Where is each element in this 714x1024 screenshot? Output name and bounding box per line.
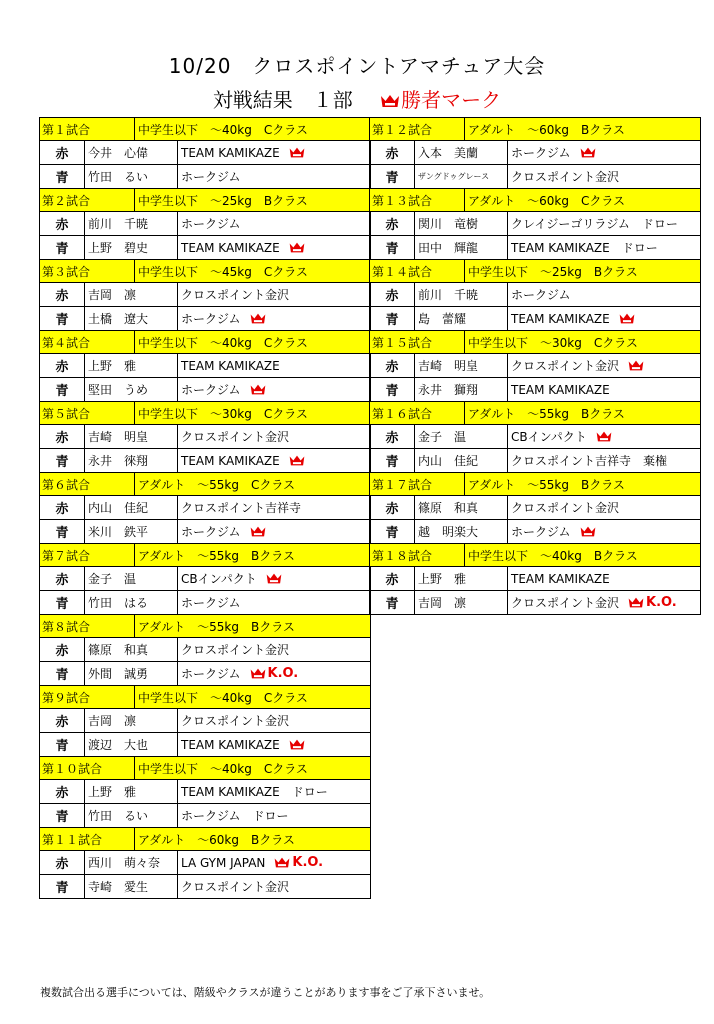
match-block: [40, 330, 370, 401]
corner-label: 青: [55, 881, 69, 896]
fighter-name: 内山 佳紀: [414, 449, 508, 472]
match-class: 中学生以下 ～40kg Cクラス: [138, 761, 308, 776]
winner-crown-icon: [288, 454, 306, 467]
match-block: [370, 188, 700, 259]
corner-label: 青: [55, 810, 69, 825]
team-name: クロスポイント金沢: [181, 880, 290, 894]
match-header: [40, 189, 370, 212]
team-name: CBインパクト: [181, 572, 257, 586]
ko-label: K.O.: [267, 666, 299, 681]
fighter-row-blue: [40, 164, 370, 188]
corner-label: 赤: [385, 502, 399, 517]
team-name: ホークジム: [511, 146, 571, 160]
fighter-name: 永井 獅翔: [414, 378, 508, 401]
team-name: クロスポイント吉祥寺: [181, 501, 302, 515]
fighter-row-blue: [370, 448, 700, 472]
team-cell: [508, 383, 610, 397]
fighter-name: 土橋 遼大: [84, 307, 178, 330]
team-name: ホークジム: [181, 170, 241, 184]
team-name: ホークジム: [511, 288, 571, 302]
winner-crown-icon: [579, 525, 597, 538]
fighter-name: 上野 雅: [414, 567, 508, 590]
corner-label: 赤: [55, 573, 69, 588]
match-number: 第１４試合: [370, 260, 465, 282]
fighter-row-red: [40, 141, 370, 164]
match-column-left: [39, 117, 371, 899]
match-number: 第１０試合: [40, 757, 135, 779]
match-class: アダルト ～60kg Cクラス: [468, 193, 626, 208]
match-number: 第１８試合: [370, 544, 465, 566]
corner-label: 青: [385, 242, 399, 257]
corner-label: 赤: [385, 431, 399, 446]
team-cell: [178, 310, 267, 327]
match-block: [40, 472, 370, 543]
fighter-name: 越 明楽大: [414, 520, 508, 543]
winner-crown-icon: [249, 383, 267, 396]
fighter-name: 内山 佳紀: [84, 496, 178, 519]
team-name: クロスポイント金沢: [511, 501, 620, 515]
fighter-row-blue: [40, 519, 370, 543]
team-name: ホークジム: [181, 217, 241, 231]
team-name: TEAM KAMIKAZE: [181, 145, 280, 160]
winner-crown-icon: [627, 359, 645, 372]
fighter-row-blue: [370, 519, 700, 543]
corner-label: 青: [385, 597, 399, 612]
match-block: [370, 543, 700, 614]
crown-icon: [379, 90, 401, 114]
team-cell: [178, 381, 267, 398]
match-block: [40, 117, 370, 188]
subtitle-text: 対戦結果 １部: [212, 88, 353, 112]
corner-label: 赤: [55, 360, 69, 375]
match-number: 第８試合: [40, 615, 135, 637]
winner-crown-icon: [249, 667, 267, 680]
winner-crown-icon: [618, 312, 636, 325]
winner-crown-icon: [273, 856, 291, 869]
team-name: クロスポイント金沢: [511, 170, 620, 184]
winner-crown-icon: [579, 146, 597, 159]
fighter-name: 篠原 和真: [414, 496, 508, 519]
fighter-name: 吉崎 明皇: [414, 354, 508, 377]
fighter-name: 今井 心偉: [84, 141, 178, 164]
team-name: CBインパクト: [511, 430, 587, 444]
fighter-name: 田中 輝龍: [414, 236, 508, 259]
team-name: TEAM KAMIKAZE ドロー: [511, 241, 658, 255]
fighter-name: 竹田 はる: [84, 591, 178, 614]
fighter-name: 吉岡 凛: [84, 283, 178, 306]
match-header: [40, 544, 370, 567]
team-name: ホークジム: [181, 667, 241, 681]
match-block: [40, 614, 370, 685]
corner-label: 赤: [385, 218, 399, 233]
team-cell: [508, 594, 677, 611]
match-header: [370, 260, 700, 283]
team-cell: [178, 594, 241, 611]
fighter-name: 竹田 るい: [84, 804, 178, 827]
corner-label: 赤: [385, 147, 399, 162]
fighter-name: 吉岡 凛: [84, 709, 178, 732]
match-block: [370, 259, 700, 330]
team-cell: [178, 641, 289, 658]
corner-label: 青: [385, 384, 399, 399]
match-class: アダルト ～55kg Bクラス: [138, 548, 295, 563]
team-cell: [508, 312, 636, 326]
match-number: 第１２試合: [370, 118, 465, 140]
fighter-name: 上野 雅: [84, 780, 178, 803]
winner-crown-icon: [288, 738, 306, 751]
corner-label: 青: [385, 171, 399, 186]
team-cell: [508, 144, 597, 161]
fighter-row-red: [40, 425, 370, 448]
team-cell: [178, 523, 267, 540]
team-name: TEAM KAMIKAZE: [511, 311, 610, 326]
team-name: ホークジム: [181, 312, 241, 326]
ko-label: K.O.: [646, 595, 677, 610]
team-cell: [178, 665, 298, 682]
fighter-row-red: [370, 354, 700, 377]
fighter-row-blue: [40, 803, 370, 827]
winner-crown-icon: [249, 525, 267, 538]
match-class: 中学生以下 ～25kg Bクラス: [468, 264, 638, 279]
team-cell: [178, 146, 306, 160]
team-name: クロスポイント金沢: [511, 596, 620, 610]
winner-crown-icon: [265, 572, 283, 585]
match-block: [40, 543, 370, 614]
match-header: [370, 473, 700, 496]
corner-label: 赤: [55, 715, 69, 730]
fighter-name: 金子 温: [84, 567, 178, 590]
team-cell: [178, 168, 241, 185]
team-cell: [178, 241, 306, 255]
team-name: ホークジム ドロー: [181, 809, 289, 823]
fighter-name: 篠原 和真: [84, 638, 178, 661]
match-header: [40, 473, 370, 496]
corner-label: 青: [385, 313, 399, 328]
fighter-name: 上野 雅: [84, 354, 178, 377]
fighter-row-red: [40, 780, 370, 803]
fighter-row-red: [40, 354, 370, 377]
fighter-name: 関川 竜樹: [414, 212, 508, 235]
match-class: 中学生以下 ～30kg Cクラス: [138, 406, 308, 421]
team-cell: [508, 452, 667, 469]
fighter-name: 前川 千暁: [414, 283, 508, 306]
match-header: [40, 402, 370, 425]
page-subtitle: [0, 84, 714, 114]
team-cell: [508, 286, 571, 303]
corner-label: 青: [55, 242, 69, 257]
match-class: 中学生以下 ～25kg Bクラス: [138, 193, 308, 208]
corner-label: 青: [55, 384, 69, 399]
match-block: [370, 330, 700, 401]
match-class: 中学生以下 ～45kg Cクラス: [138, 264, 308, 279]
match-header: [370, 189, 700, 212]
match-header: [40, 828, 370, 851]
fighter-name: 竹田 るい: [84, 165, 178, 188]
fighter-name: 金子 温: [414, 425, 508, 448]
corner-label: 赤: [385, 289, 399, 304]
team-cell: [178, 878, 289, 895]
team-cell: [508, 239, 658, 256]
team-cell: [178, 570, 283, 587]
team-cell: [178, 855, 323, 870]
team-name: ホークジム: [181, 525, 241, 539]
corner-label: 青: [55, 171, 69, 186]
team-name: TEAM KAMIKAZE: [181, 737, 280, 752]
match-class: 中学生以下 ～40kg Cクラス: [138, 335, 308, 350]
fighter-name: 寺崎 愛生: [84, 875, 178, 898]
match-block: [40, 685, 370, 756]
match-class: 中学生以下 ～30kg Cクラス: [468, 335, 638, 350]
fighter-row-red: [40, 709, 370, 732]
fighter-row-blue: [370, 377, 700, 401]
team-name: ホークジム: [181, 596, 241, 610]
corner-label: 青: [55, 526, 69, 541]
fighter-name: 堅田 うめ: [84, 378, 178, 401]
fighter-row-red: [40, 283, 370, 306]
winner-crown-icon: [627, 596, 645, 609]
match-number: 第５試合: [40, 402, 135, 424]
team-cell: [508, 168, 619, 185]
match-block: [40, 259, 370, 330]
match-class: 中学生以下 ～40kg Cクラス: [138, 122, 308, 137]
match-number: 第１３試合: [370, 189, 465, 211]
fighter-row-blue: [40, 661, 370, 685]
team-cell: [178, 499, 301, 516]
fighter-row-red: [40, 638, 370, 661]
winner-mark-label: 勝者マーク: [401, 88, 502, 112]
match-header: [40, 118, 370, 141]
match-number: 第１５試合: [370, 331, 465, 353]
team-name: クロスポイント金沢: [181, 714, 290, 728]
fighter-row-blue: [40, 306, 370, 330]
match-number: 第１試合: [40, 118, 135, 140]
corner-label: 赤: [385, 360, 399, 375]
fighter-row-red: [370, 212, 700, 235]
corner-label: 赤: [55, 502, 69, 517]
match-class: アダルト ～55kg Bクラス: [468, 406, 625, 421]
corner-label: 赤: [55, 147, 69, 162]
match-block: [40, 756, 370, 827]
corner-label: 青: [55, 313, 69, 328]
team-name: クロスポイント金沢: [181, 288, 290, 302]
corner-label: 青: [55, 597, 69, 612]
team-cell: [508, 572, 610, 586]
team-name: クロスポイント吉祥寺 棄権: [511, 454, 668, 468]
fighter-row-red: [370, 283, 700, 306]
fighter-name: 吉崎 明皇: [84, 425, 178, 448]
winner-crown-icon: [288, 146, 306, 159]
team-cell: [178, 359, 280, 373]
corner-label: 赤: [55, 431, 69, 446]
fighter-row-red: [40, 212, 370, 235]
match-header: [40, 757, 370, 780]
fighter-row-blue: [40, 448, 370, 472]
corner-label: 青: [55, 739, 69, 754]
match-header: [370, 402, 700, 425]
team-cell: [178, 738, 306, 752]
fighter-row-blue: [370, 590, 700, 614]
match-class: アダルト ～55kg Bクラス: [468, 477, 625, 492]
fighter-name: 永井 徠翔: [84, 449, 178, 472]
ko-label: K.O.: [292, 855, 324, 870]
corner-label: 赤: [55, 218, 69, 233]
match-header: [40, 686, 370, 709]
fighter-row-red: [370, 141, 700, 164]
team-cell: [178, 807, 289, 824]
team-cell: [178, 454, 306, 468]
team-name: LA GYM JAPAN: [181, 855, 266, 870]
fighter-name: ザングドゥグレース: [414, 165, 508, 188]
match-class: アダルト ～55kg Cクラス: [138, 477, 296, 492]
match-header: [370, 544, 700, 567]
match-header: [40, 331, 370, 354]
match-number: 第７試合: [40, 544, 135, 566]
match-number: 第１７試合: [370, 473, 465, 495]
match-number: 第３試合: [40, 260, 135, 282]
team-name: TEAM KAMIKAZE: [181, 358, 280, 373]
fighter-row-blue: [40, 590, 370, 614]
match-number: 第２試合: [40, 189, 135, 211]
match-number: 第６試合: [40, 473, 135, 495]
match-block: [40, 188, 370, 259]
fighter-name: 西川 萌々奈: [84, 851, 178, 874]
corner-label: 赤: [55, 289, 69, 304]
winner-crown-icon: [595, 430, 613, 443]
match-class: 中学生以下 ～40kg Bクラス: [468, 548, 638, 563]
team-cell: [508, 523, 597, 540]
fighter-name: 島 蕾耀: [414, 307, 508, 330]
winner-mark-legend: [379, 88, 501, 112]
fighter-row-blue: [40, 874, 370, 898]
fighter-name: 前川 千暁: [84, 212, 178, 235]
corner-label: 赤: [55, 786, 69, 801]
footer-note: 複数試合出る選手については、階級やクラスが違うことがあります事をご了承下さいませ。: [40, 986, 491, 999]
team-cell: [508, 499, 619, 516]
team-name: ホークジム: [511, 525, 571, 539]
corner-label: 青: [385, 455, 399, 470]
winner-crown-icon: [249, 312, 267, 325]
team-name: クロスポイント金沢: [181, 643, 290, 657]
fighter-row-blue: [40, 377, 370, 401]
corner-label: 赤: [55, 857, 69, 872]
fighter-row-blue: [40, 235, 370, 259]
team-name: クロスポイント金沢: [511, 359, 620, 373]
team-cell: [178, 712, 289, 729]
match-block: [370, 401, 700, 472]
winner-crown-icon: [288, 241, 306, 254]
match-class: 中学生以下 ～40kg Cクラス: [138, 690, 308, 705]
match-number: 第１６試合: [370, 402, 465, 424]
team-cell: [178, 783, 328, 800]
team-cell: [178, 428, 289, 445]
corner-label: 赤: [385, 573, 399, 588]
corner-label: 青: [55, 668, 69, 683]
corner-label: 赤: [55, 644, 69, 659]
match-block: [40, 401, 370, 472]
team-name: TEAM KAMIKAZE: [511, 382, 610, 397]
match-class: アダルト ～55kg Bクラス: [138, 619, 295, 634]
match-number: 第１１試合: [40, 828, 135, 850]
team-cell: [178, 286, 289, 303]
fighter-row-blue: [370, 306, 700, 330]
match-header: [370, 331, 700, 354]
fighter-name: 外間 誠勇: [84, 662, 178, 685]
match-block: [40, 827, 370, 898]
fighter-row-red: [370, 425, 700, 448]
match-block: [370, 117, 700, 188]
team-cell: [508, 428, 613, 445]
team-name: TEAM KAMIKAZE: [511, 571, 610, 586]
match-number: 第４試合: [40, 331, 135, 353]
team-cell: [508, 357, 645, 374]
match-class: アダルト ～60kg Bクラス: [138, 832, 295, 847]
match-block: [370, 472, 700, 543]
team-name: TEAM KAMIKAZE ドロー: [181, 785, 328, 799]
corner-label: 青: [385, 526, 399, 541]
fighter-row-red: [40, 567, 370, 590]
team-cell: [178, 215, 241, 232]
match-header: [370, 118, 700, 141]
fighter-row-red: [370, 567, 700, 590]
team-name: TEAM KAMIKAZE: [181, 240, 280, 255]
match-header: [40, 260, 370, 283]
fighter-row-blue: [370, 164, 700, 188]
fighter-row-red: [370, 496, 700, 519]
page-title: 10/20 クロスポイントアマチュア大会: [168, 54, 546, 78]
team-name: クロスポイント金沢: [181, 430, 290, 444]
team-name: ホークジム: [181, 383, 241, 397]
match-class: アダルト ～60kg Bクラス: [468, 122, 625, 137]
fighter-name: 米川 鉄平: [84, 520, 178, 543]
fighter-name: 上野 碧史: [84, 236, 178, 259]
fighter-name: 渡辺 大也: [84, 733, 178, 756]
corner-label: 青: [55, 455, 69, 470]
match-column-right: [369, 117, 701, 615]
fighter-row-blue: [40, 732, 370, 756]
fighter-name: 吉岡 凛: [414, 591, 508, 614]
team-cell: [508, 215, 678, 232]
team-name: クレイジーゴリラジム ドロー: [511, 217, 678, 231]
fighter-row-red: [40, 851, 370, 874]
fighter-row-red: [40, 496, 370, 519]
match-header: [40, 615, 370, 638]
match-number: 第９試合: [40, 686, 135, 708]
team-name: TEAM KAMIKAZE: [181, 453, 280, 468]
fighter-row-blue: [370, 235, 700, 259]
fighter-name: 入本 美蘭: [414, 141, 508, 164]
